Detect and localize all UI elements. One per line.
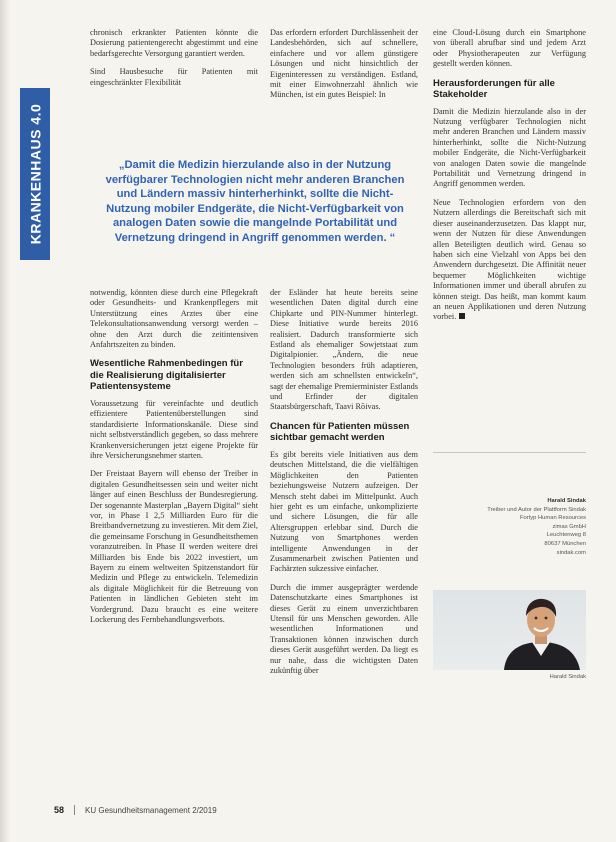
column-2-bottom — [270, 288, 418, 793]
paragraph: Der Freistaat Bayern will ebenso der Treiber in digitalen Gesundheitsessen sein und weiter nicht länger auf einen Beschluss der Bundesregierung. Der sogenannte Masterplan „Bayern Digital“ sieht vor, in Phase I 2,5 Milliarden Euro für die Breitbandvernetzung zu investieren. Mit dem Ziel, die gemeinsame Forschung in Gesundheitsthemen voranzutreiben. In Phase II werden weitere drei Milliarden bis Ende bis 2022 investiert, um Bayern zu einem weltweiten Spitzenstandort für Medizin und Pflege zu entwickeln. Telemedizin als digitale Möglichkeit für die Betreuung von Patienten in ländlichen Gebieten steht im Vordergrund. Dazu braucht es eine weitere Lockerung des Fernbehandlungsverbots. — [90, 469, 258, 625]
author-org: zimas GmbH — [552, 523, 586, 530]
subheading: Herausforderungen für alle Stakeholder — [433, 77, 555, 101]
section-tab-label: KRANKENHAUS 4.0 — [27, 103, 43, 245]
column-3 — [433, 28, 586, 443]
paragraph: Durch die immer ausgeprägter werdende Datenschutzkarte eines Smartphones ist dieses Gerät zu einem unverzichtbaren Utensil für uns Menschen geworden. Alle wesentlichen Informationen und Transaktionen können inzwischen durch dieses Gerät ausgeführt werden. Da liegt es nur nahe, dass die wichtigsten Daten zukünftig über — [270, 582, 418, 675]
pull-quote: „Damit die Medizin hierzulande also in der Nutzung verfügbarer Technologien nicht mehr anderen Branchen und Ländern massiv hinterherhinkt, sollte die Nicht-Nutzung mobiler Endgeräte, die Nicht-Verfügbarkeit von analogen Daten sowie die mangelnde Portabilität und Vernetzung dringend in Angriff genommen werden. “ — [105, 159, 405, 244]
page-number: 58 — [54, 805, 65, 815]
author-role: Treiber und Autor der Plattform Sindak — [487, 506, 586, 513]
subheading: Wesentliche Rahmenbedingen für die Realisierung digitalisierter Patientensysteme — [90, 358, 243, 393]
publication-name: KU Gesundheitsmanagement 2/2019 — [85, 805, 217, 815]
paragraph: Es gibt bereits viele Initiativen aus dem deutschen Mittelstand, die die vielfältigen Möglichkeiten den Patienten beziehungsweise Nutzern aufzeigen. Der Mensch steht dabei im Mittelpunkt. Auch hier geht es um einfache, unkomplizierte und sichere Lösungen, die für alle Altersgruppen erlebbar sind. Durch die Nutzung von Smartphones werden intelligente Anwendungen in der Zusammenarbeit zwischen Patienten und Fachärzten sukzessive einfacher. — [270, 449, 418, 574]
paragraph: der Esländer hat heute bereits seine wesentlichen Daten digital durch eine Chipkarte und PIN-Nummer hinterlegt. Diese Initiative wurde bereits 2016 realisiert. Dadurch transformierte sich Estland als ehemaliger Sowjetstaat zum Digitalpionier. „Ändern, die neue Technologien besonders früh adaptieren, werden sich am schnellsten entwickeln“, sagt der ehemalige Premierminister Estlands und Erfinder der digitalen Staatsbürgerschaft, Taavi Rõivas. — [270, 288, 418, 412]
paragraph-text: Neue Technologien erfordern von den Nutzern allerdings die Bereitschaft sich mit dieser auseinanderzusetzen. Das klappt nur, wenn der Nutzen für diese Anwendungen allen Beteiligten deutlich wird. Genau so haben sich eine Vielzahl von Apps bei den Anwendern durchgesetzt. Die Affinität neuer bequemer Möglichkeiten wichtige Informationen immer und überall abrufen zu können steigt. Das heißt, man kommt kaum an neuen Applikationen und deren Nutzung vorbei. — [433, 197, 586, 322]
paragraph: notwendig, könnten diese durch eine Pflegekraft oder Gesundheits- und Krankenpflegers mit Unterstützung eines Arztes über eine Telekonsultationsanwendung versorgt werden – ohne den Arzt durch die zeitintensiven Anfahrtszeiten zu binden. — [90, 288, 258, 350]
column-2-top — [270, 28, 418, 124]
column-1-top — [90, 28, 258, 124]
author-name: Harald Sindak — [547, 498, 586, 504]
footer-separator — [74, 805, 75, 815]
section-tab — [20, 88, 50, 260]
subheading: Chancen für Patienten müssen sichtbar gemacht werden — [270, 420, 410, 444]
author-info — [433, 497, 586, 557]
author-street: Leuchtenweg 8 — [546, 532, 586, 539]
paragraph: chronisch erkrankter Patienten könnte die Dosierung patientengerecht abgestimmt und eine bedarfsgerechte Versorgung garantiert werden. — [90, 28, 258, 58]
paragraph — [433, 198, 586, 323]
author-photo — [433, 590, 586, 670]
page-footer — [54, 805, 217, 815]
paragraph: Sind Hausbesuche für Patienten mit eingeschränkter Flexibilität — [90, 67, 258, 87]
author-website: sindak.com — [556, 549, 586, 556]
paragraph: Damit die Medizin hierzulande also in der Nutzung verfügbarer Technologien nicht mehr anderen Branchen und Ländern massiv hinterherhinkt, sollte die Nicht-Nutzung mobiler Endgeräte, die Nicht-Verfügbarkeit von analogen Daten sowie die mangelnde Portabilität und Vernetzung dringend in Angriff genommen werden. — [433, 106, 586, 189]
author-city: 80637 München — [544, 540, 586, 547]
portrait-illustration — [496, 590, 586, 670]
end-of-article-mark — [459, 313, 465, 319]
paragraph: Voraussetzung für vereinfachte und deutlich effizientere Patientenüberstellungen sind standardisierte Informationskanäle. Diese sind nicht selbstverständlich gegeben, so dass mehrere Krankenversicherungen jetzt eigene Projekte für ihre Versicherungsnehmer starten. — [90, 398, 258, 460]
paragraph: Das erfordern erfordert Durchlässenheit der Landesbehörden, sich auf schnellere, einfachere und vor allem günstigere Lösungen und nicht hinsichtlich der Eigeninteressen zu verständigen. Estland, mit einer Einwohnerzahl ähnlich wie München, ist ein gutes Beispiel: In — [270, 28, 418, 100]
author-company: Fortyp Human Resources — [519, 515, 586, 522]
paragraph: eine Cloud-Lösung durch ein Smartphone von überall abrufbar sind und jedem Arzt oder Physiotherapeuten zur Verfügung gestellt werden können. — [433, 28, 586, 69]
column-1-bottom — [90, 288, 258, 793]
divider — [433, 452, 586, 453]
photo-caption: Harald Sindak — [549, 674, 586, 680]
page-edge — [0, 0, 10, 842]
